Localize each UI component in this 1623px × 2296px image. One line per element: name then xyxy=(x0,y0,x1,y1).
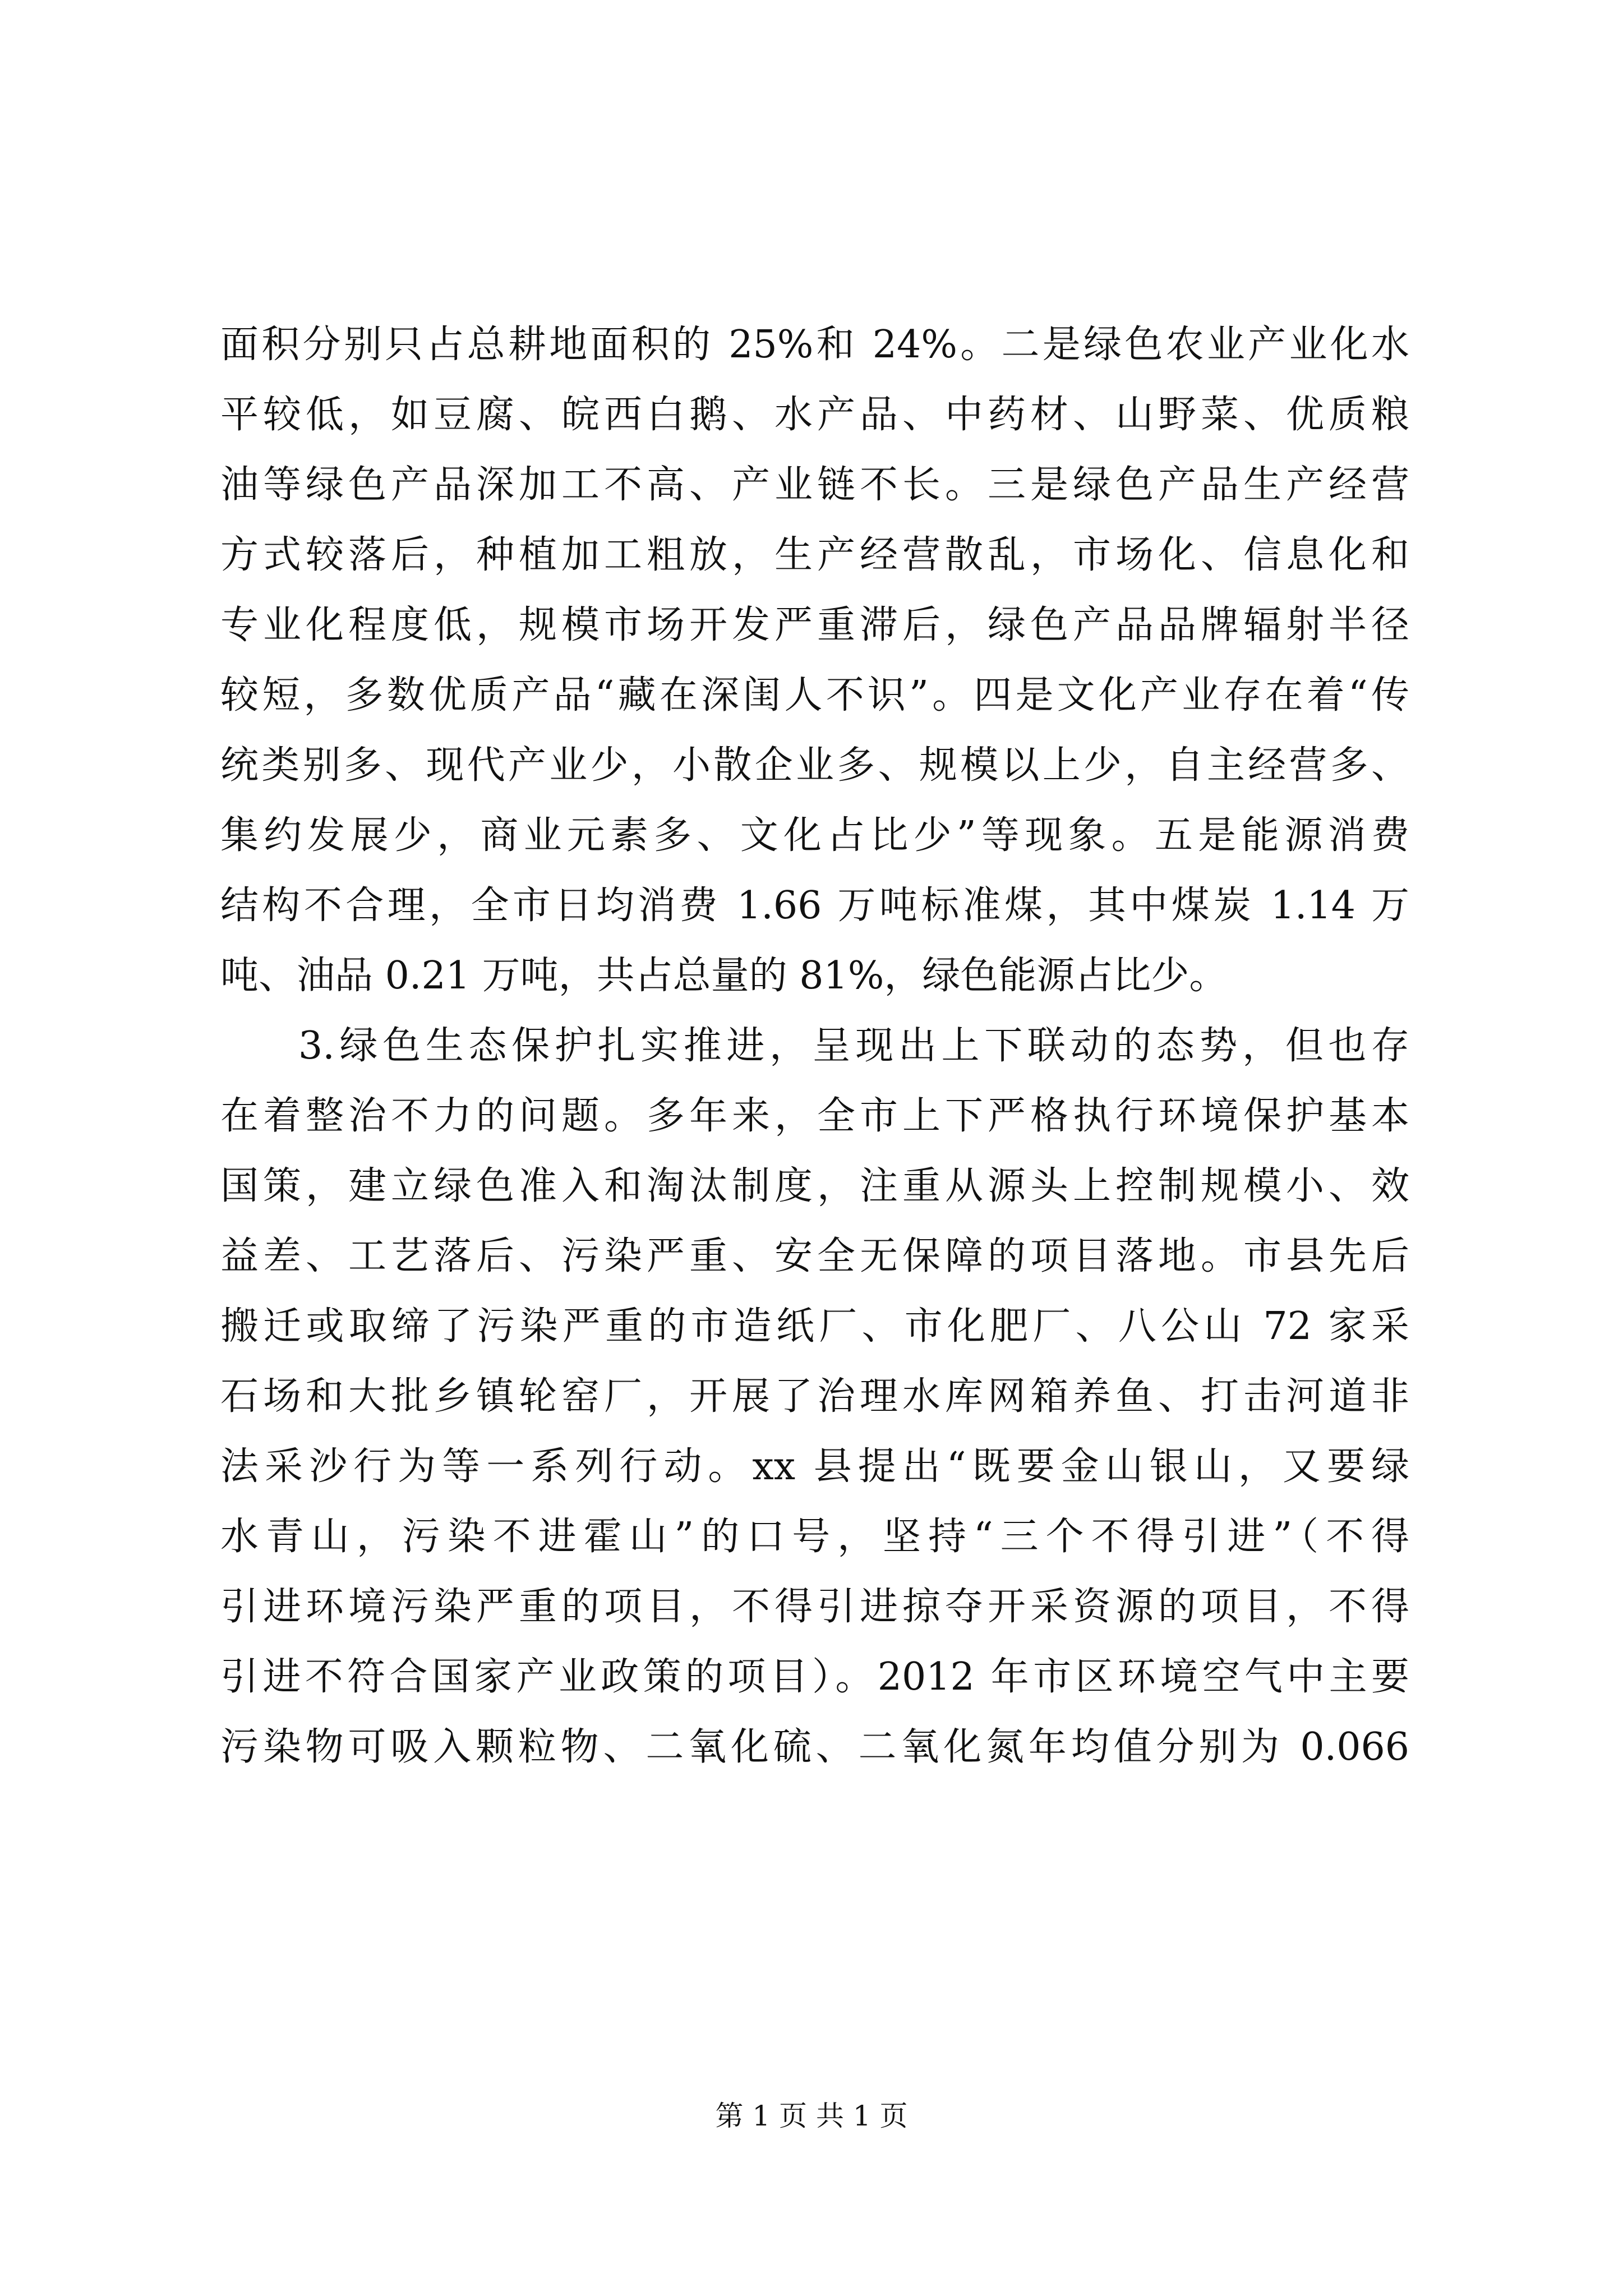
page-footer xyxy=(0,2099,1623,2133)
text-line: 较短，多数优质产品“藏在深闺人不识”。四是文化产业存在着“传 xyxy=(220,673,1409,717)
text-line: 专业化程度低，规模市场开发严重滞后，绿色产品品牌辐射半径 xyxy=(220,603,1409,647)
text-line: 法采沙行为等一系列行动。xx 县提出“既要金山银山，又要绿 xyxy=(220,1444,1409,1489)
text-line: 污染物可吸入颗粒物、二氧化硫、二氧化氮年均值分别为 0.066 xyxy=(220,1725,1409,1769)
text-line: 搬迁或取缔了污染严重的市造纸厂、市化肥厂、八公山 72 家采 xyxy=(220,1304,1409,1349)
text-line: 益差、工艺落后、污染严重、安全无保障的项目落地。市县先后 xyxy=(220,1234,1409,1278)
text-line: 国策，建立绿色准入和淘汰制度，注重从源头上控制规模小、效 xyxy=(220,1164,1409,1208)
text-line: 方式较落后，种植加工粗放，生产经营散乱，市场化、信息化和 xyxy=(220,533,1409,577)
text-line: 引进环境污染严重的项目，不得引进掠夺开采资源的项目，不得 xyxy=(220,1585,1409,1629)
text-line: 吨、油品 0.21 万吨，共占总量的 81%，绿色能源占比少。 xyxy=(220,954,1228,998)
text-line: 油等绿色产品深加工不高、产业链不长。三是绿色产品生产经营 xyxy=(220,463,1409,507)
text-line: 统类别多、现代产业少，小散企业多、规模以上少，自主经营多、 xyxy=(220,743,1409,788)
text-line: 石场和大批乡镇轮窑厂，开展了治理水库网箱养鱼、打击河道非 xyxy=(220,1374,1409,1419)
text-line: 面积分别只占总耕地面积的 25%和 24%。二是绿色农业产业化水 xyxy=(220,323,1409,367)
page-number-label: 第 1 页 共 1 页 xyxy=(715,2100,908,2132)
text-line: 水青山，污染不进霍山”的口号，坚持“三个不得引进”（不得 xyxy=(220,1515,1409,1559)
text-line: 在着整治不力的问题。多年来，全市上下严格执行环境保护基本 xyxy=(220,1094,1409,1138)
text-line: 结构不合理，全市日均消费 1.66 万吨标准煤，其中煤炭 1.14 万 xyxy=(220,884,1409,928)
text-line: 集约发展少，商业元素多、文化占比少”等现象。五是能源消费 xyxy=(220,813,1409,858)
text-line: 3.绿色生态保护扎实推进，呈现出上下联动的态势，但也存 xyxy=(298,1024,1409,1068)
text-line: 平较低，如豆腐、皖西白鹅、水产品、中药材、山野菜、优质粮 xyxy=(220,393,1409,437)
text-line: 引进不符合国家产业政策的项目）。2012 年市区环境空气中主要 xyxy=(220,1655,1409,1699)
